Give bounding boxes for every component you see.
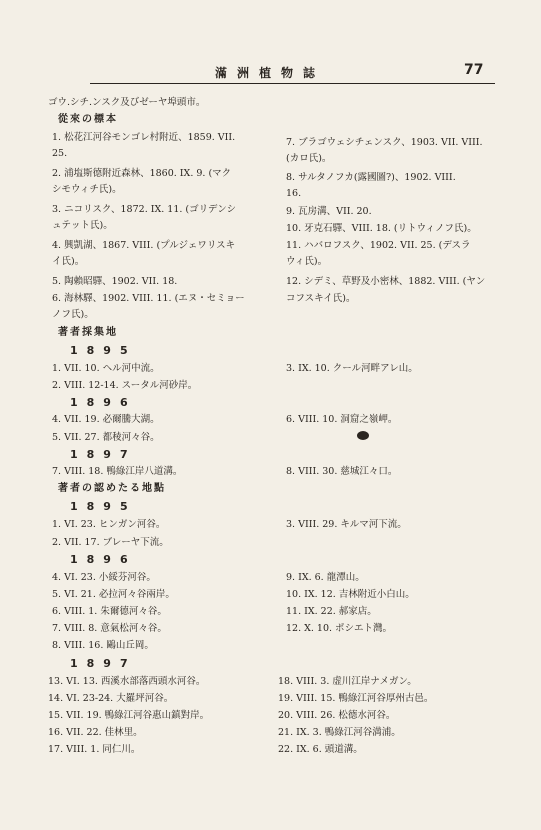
locality-line: 13. VI. 13. 西溪水部落西頭水河谷。 xyxy=(48,676,206,687)
locality-line: 10. IX. 12. 吉林附近小白山。 xyxy=(286,589,415,600)
specimen-line: 1. 松花江河谷モンゴレ村附近、1859. VII. xyxy=(52,132,236,143)
specimen-line: 9. 瓦房溝、VII. 20. xyxy=(286,206,372,217)
locality-line: 7. VIII. 8. 意氣松河々谷。 xyxy=(52,623,167,634)
locality-line: 5. VII. 27. 都稜河々谷。 xyxy=(52,432,160,443)
specimen-line: 6. 海林驛、1902. VIII. 11. (エヌ・セミョー xyxy=(52,293,245,304)
ink-blot xyxy=(357,431,369,440)
specimen-line: 11. ハバロフスク、1902. VII. 25. (デスラ xyxy=(286,240,471,251)
specimen-line: 10. 牙克石驛、VIII. 18. (リトウィノフ氏)。 xyxy=(286,223,477,234)
year-heading: 1896 xyxy=(70,553,137,566)
locality-line: 5. VI. 21. 必拉河々谷兩岸。 xyxy=(52,589,175,600)
locality-line: 1. VI. 23. ヒンガン河谷。 xyxy=(52,519,166,530)
specimen-line: ュテット氏)。 xyxy=(52,220,113,231)
locality-line: 20. VIII. 26. 松德水河谷。 xyxy=(278,710,396,721)
specimen-line: 16. xyxy=(286,188,302,199)
section-heading-confirmed: 著者の認めたる地點 xyxy=(58,483,166,494)
locality-line: 19. VIII. 15. 鴨綠江河谷厚州古邑。 xyxy=(278,693,434,704)
locality-line: 8. VIII. 30. 慈城江々口。 xyxy=(286,466,398,477)
locality-line: 3. IX. 10. クール河畔アレ山。 xyxy=(286,363,418,374)
locality-line: 4. VII. 19. 必爾騰大湖。 xyxy=(52,414,160,425)
locality-line: 14. VI. 23-24. 大羅坪河谷。 xyxy=(48,693,174,704)
running-title: 滿洲植物誌 xyxy=(214,66,325,80)
specimen-line: 12. シデミ、草野及小密林、1882. VIII. (ヤン xyxy=(286,276,486,287)
specimen-line: 25. xyxy=(52,148,68,159)
locality-line: 11. IX. 22. 郝家店。 xyxy=(286,606,377,617)
locality-line: 9. IX. 6. 龍潭山。 xyxy=(286,572,365,583)
specimen-line: イ氏)。 xyxy=(52,256,85,267)
intro-line: ゴウ.シチ.ンスク及びゼーヤ埠頭市。 xyxy=(48,97,206,108)
locality-line: 3. VIII. 29. キルマ河下流。 xyxy=(286,519,407,530)
locality-line: 17. VIII. 1. 同仁川。 xyxy=(48,744,141,755)
year-heading: 1895 xyxy=(70,344,137,357)
specimen-line: 8. サルタノフカ(露國圖?)、1902. VIII. xyxy=(286,172,456,183)
year-heading: 1895 xyxy=(70,500,137,513)
locality-line: 21. IX. 3. 鴨綠江河谷満浦。 xyxy=(278,727,401,738)
specimen-line: コフスキイ氏)。 xyxy=(286,293,356,304)
year-heading: 1897 xyxy=(70,448,137,461)
header-rule xyxy=(90,83,495,84)
specimen-line: 7. ブラゴウェシチェンスク、1903. VII. VIII. xyxy=(286,137,483,148)
specimen-line: 4. 興凱湖、1867. VIII. (プルジェワリスキ xyxy=(52,240,236,251)
locality-line: 16. VII. 22. 佳林里。 xyxy=(48,727,143,738)
specimen-line: 3. ニコリスク、1872. IX. 11. (ゴリデンシ xyxy=(52,204,237,215)
section-heading-specimens: 從來の標本 xyxy=(58,114,118,125)
specimen-line: ウィ氏)。 xyxy=(286,256,328,267)
locality-line: 4. VI. 23. 小綏芬河谷。 xyxy=(52,572,156,583)
year-heading: 1897 xyxy=(70,657,137,670)
locality-line: 8. VIII. 16. 鷗山丘岡。 xyxy=(52,640,154,651)
specimen-line: (カロ氏)。 xyxy=(286,153,332,164)
specimen-line: 2. 浦塩斯德附近森林、1860. IX. 9. (マク xyxy=(52,168,232,179)
locality-line: 18. VIII. 3. 虚川江岸ナメガン。 xyxy=(278,676,417,687)
locality-line: 2. VII. 17. ブレーヤ下流。 xyxy=(52,537,169,548)
section-heading-collected: 著者採集地 xyxy=(58,327,118,338)
year-heading: 1896 xyxy=(70,396,137,409)
locality-line: 7. VIII. 18. 鴨綠江岸八道溝。 xyxy=(52,466,183,477)
locality-line: 6. VIII. 10. 洞窟之嶺岬。 xyxy=(286,414,398,425)
specimen-line: 5. 陶賴昭驛、1902. VII. 18. xyxy=(52,276,178,287)
locality-line: 22. IX. 6. 頭道溝。 xyxy=(278,744,363,755)
locality-line: 6. VIII. 1. 朱爾德河々谷。 xyxy=(52,606,167,617)
specimen-line: シモウィチ氏)。 xyxy=(52,184,122,195)
locality-line: 2. VIII. 12-14. スータル河砂岸。 xyxy=(52,380,198,391)
specimen-line: ノフ氏)。 xyxy=(52,309,94,320)
page-number: 77 xyxy=(464,62,484,78)
locality-line: 12. X. 10. ポシエト灣。 xyxy=(286,623,393,634)
locality-line: 15. VII. 19. 鴨綠江河谷惠山鎮對岸。 xyxy=(48,710,210,721)
locality-line: 1. VII. 10. ヘル河中流。 xyxy=(52,363,160,374)
